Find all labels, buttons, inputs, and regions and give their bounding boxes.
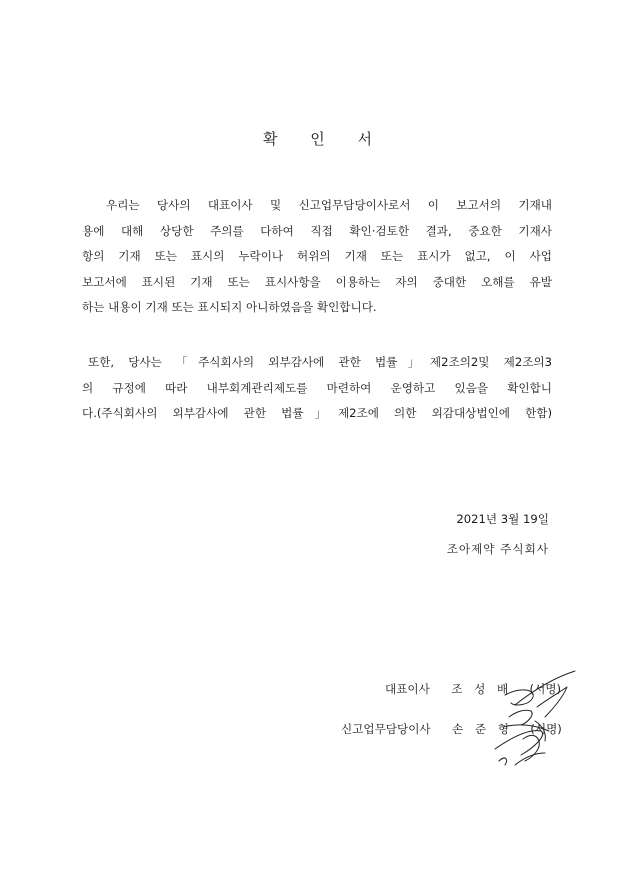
paragraph-line: 또한, 당사는 「주식회사의 외부감사에 관한 법률」제2조의2및 제2조의3 bbox=[88, 355, 552, 369]
paragraph-line: 의 규정에 따라 내부회계관리제도를 마련하여 운영하고 있음을 확인합니 bbox=[82, 380, 552, 395]
document-title: 확 인 서 bbox=[262, 130, 386, 148]
signer-role: 대표이사 bbox=[385, 682, 430, 696]
document-date: 2021년 3월 19일 bbox=[456, 512, 549, 526]
company-name: 조아제약 주식회사 bbox=[446, 542, 549, 556]
paragraph-line: 다.(주식회사의 외부감사에 관한 법률」제2조에 의한 외감대상법인에 한함) bbox=[82, 406, 552, 420]
paragraph-confirmation bbox=[82, 193, 552, 321]
paragraph-line: 용에 대해 상당한 주의를 다하여 직접 확인·검토한 결과, 중요한 기재사 bbox=[82, 223, 552, 238]
paragraph-line: 하는 내용이 기재 또는 표시되지 아니하였음을 확인합니다. bbox=[82, 300, 377, 314]
handwritten-signature-icon bbox=[475, 665, 585, 775]
paragraph-line: 우리는 당사의 대표이사 및 신고업무담당이사로서 이 보고서의 기재내 bbox=[106, 198, 552, 212]
paragraph-line: 항의 기재 또는 표시의 누락이나 허위의 기재 또는 표시가 없고, 이 사업 bbox=[82, 249, 552, 263]
signature-mark-label: (서명) bbox=[529, 682, 561, 696]
signature-mark-label: (서명) bbox=[530, 722, 562, 736]
paragraph-internal-control bbox=[82, 350, 552, 427]
signer-name: 손 준 형 bbox=[451, 722, 513, 736]
signer-role: 신고업무담당이사 bbox=[341, 722, 431, 736]
signer-name: 조 성 배 bbox=[451, 682, 513, 696]
paragraph-line: 보고서에 표시된 기재 또는 표시사항을 이용하는 자의 중대한 오해를 유발 bbox=[82, 274, 552, 289]
